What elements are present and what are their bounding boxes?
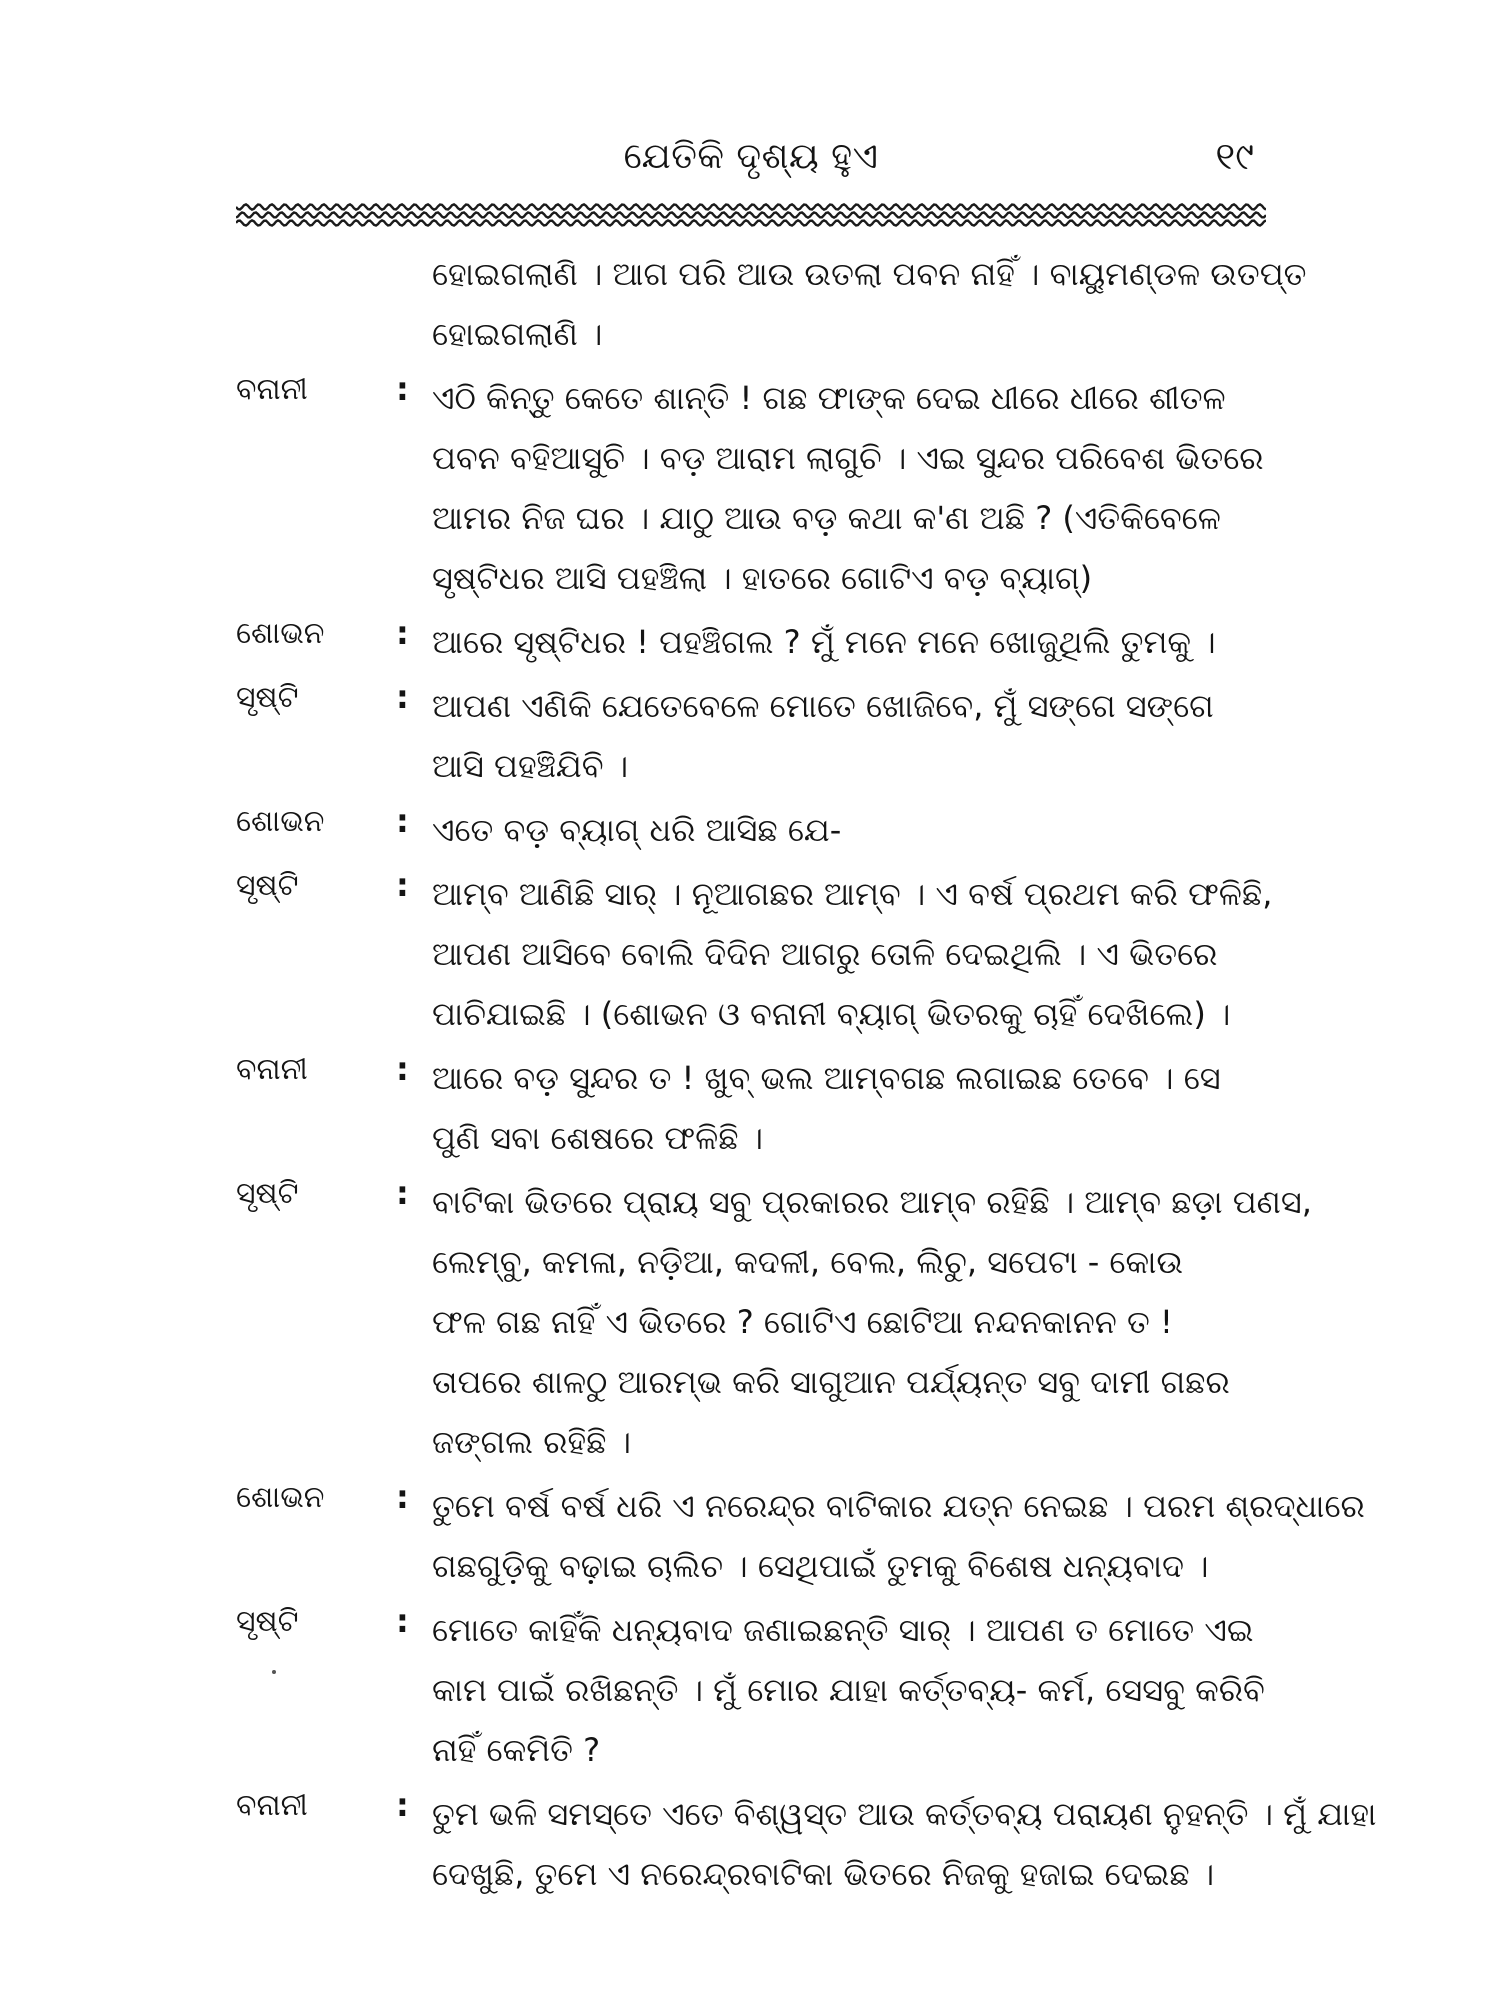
page-number: ୧୯ [1215, 134, 1254, 178]
dialogue-line: ଆରେ ସୃଷ୍ଟିଧର ! ପହଞ୍ଚିଗଲ ? ମୁଁ ମନେ ମନେ ଖୋଜୁଥିଲି ତୁମକୁ । [432, 623, 1216, 661]
speaker-colon: : [396, 1174, 409, 1212]
dialogue-paragraph [236, 864, 1286, 1048]
speaker-colon: : [396, 678, 409, 716]
dialogue-paragraph [236, 1476, 1365, 1600]
dialogue-line: ବାଟିକା ଭିତରେ ପ୍ରାୟ ସବୁ ପ୍ରକାରର ଆମ୍ବ ରହିଛି । ଆମ୍ବ ଛଡ଼ା ପଣସ, [432, 1183, 1312, 1221]
dialogue-line: ନାହିଁ କେମିତି ? [432, 1731, 601, 1769]
speaker-colon: : [396, 1602, 409, 1640]
dialogue-line: ତୁମେ ବର୍ଷ ବର୍ଷ ଧରି ଏ ନରେନ୍ଦ୍ର ବାଟିକାର ଯତ୍ନ ନେଇଛ । ପରମ ଶ୍ରଦ୍ଧାରେ [432, 1487, 1365, 1525]
dialogue-paragraph [236, 1600, 1286, 1784]
speaker-name: ସୃଷ୍ଟି [236, 1176, 299, 1211]
speaker-colon: : [396, 614, 409, 652]
dialogue-line: ଆପଣ ଏଣିକି ଯେତେବେଳେ ମୋତେ ଖୋଜିବେ, ମୁଁ ସଙ୍ଗେ ସଙ୍ଗେ [432, 687, 1214, 725]
dialogue-body [236, 244, 1377, 1908]
speaker-name: ସୃଷ୍ଟି [236, 680, 299, 715]
dialogue-line: ଦେଖୁଛି, ତୁମେ ଏ ନରେନ୍ଦ୍ରବାଟିକା ଭିତରେ ନିଜକୁ ହଜାଇ ଦେଇଛ । [432, 1855, 1215, 1893]
speaker-colon: : [396, 1478, 409, 1516]
dialogue-paragraph [236, 1048, 1286, 1172]
speaker-colon: : [396, 1050, 409, 1088]
dialogue-line: ଆପଣ ଆସିବେ ବୋଲି ଦିଦିନ ଆଗରୁ ତୋଳି ଦେଇଥିଲି । ଏ ଭିତରେ [432, 935, 1218, 973]
dialogue-line: ଆସି ପହଞ୍ଚିଯିବି । [432, 747, 629, 785]
speaker-name: ଶୋଭନ [236, 1480, 325, 1515]
dialogue-line: କାମ ପାଇଁ ରଖିଛନ୍ତି । ମୁଁ ମୋର ଯାହା କର୍ତ୍ତବ୍ୟ- କର୍ମ, ସେସବୁ କରିବି [432, 1671, 1265, 1709]
speaker-name: ସୃଷ୍ଟି [236, 868, 299, 903]
dialogue-paragraph [236, 244, 1307, 368]
dialogue-paragraph [236, 1172, 1312, 1476]
speaker-name: ବନାନୀ [236, 1052, 308, 1087]
running-header [236, 130, 1266, 190]
dialogue-paragraph [236, 368, 1286, 612]
dialogue-paragraph [236, 612, 1286, 676]
speaker-colon: : [396, 802, 409, 840]
dialogue-line: ପବନ ବହିଆସୁଚି । ବଡ଼ ଆରାମ ଲାଗୁଚି । ଏଇ ସୁନ୍ଦର ପରିବେଶ ଭିତରେ [432, 439, 1264, 477]
ink-speck [272, 1670, 276, 1674]
dialogue-line: ତୁମ ଭଳି ସମସ୍ତେ ଏତେ ବିଶ୍ୱସ୍ତ ଆଉ କର୍ତ୍ତବ୍ୟ ପରାୟଣ ନୁହନ୍ତି । ମୁଁ ଯାହା [432, 1795, 1377, 1833]
dialogue-line: ଜଙ୍ଗଲ ରହିଛି । [432, 1423, 631, 1461]
speaker-name: ସୃଷ୍ଟି [236, 1604, 299, 1639]
speaker-name: ବନାନୀ [236, 372, 308, 407]
running-title: ଯେତିକି ଦୃଶ୍ୟ ହୁଏ [623, 136, 879, 177]
dialogue-paragraph [236, 1784, 1377, 1908]
dialogue-line: ପାଚିଯାଇଛି । (ଶୋଭନ ଓ ବନାନୀ ବ୍ୟାଗ୍ ଭିତରକୁ ଚାହିଁ ଦେଖିଲେ) । [432, 995, 1231, 1033]
speaker-colon: : [396, 1786, 409, 1824]
dialogue-line: ଆରେ ବଡ଼ ସୁନ୍ଦର ତ ! ଖୁବ୍ ଭଲ ଆମ୍ବଗଛ ଲଗାଇଛ ତେବେ । ସେ [432, 1059, 1221, 1097]
speaker-name: ଶୋଭନ [236, 804, 325, 839]
speaker-name: ଶୋଭନ [236, 616, 325, 651]
dialogue-line: ମୋତେ କାହିଁକି ଧନ୍ୟବାଦ ଜଣାଇଛନ୍ତି ସାର୍ । ଆପଣ ତ ମୋତେ ଏଇ [432, 1611, 1254, 1649]
wavy-rule-divider [236, 196, 1266, 236]
dialogue-line: ଗଛଗୁଡ଼ିକୁ ବଢ଼ାଇ ଚାଲିଚ । ସେଥିପାଇଁ ତୁମକୁ ବିଶେଷ ଧନ୍ୟବାଦ । [432, 1547, 1209, 1585]
speaker-colon: : [396, 370, 409, 408]
dialogue-paragraph [236, 676, 1286, 800]
dialogue-line: ହୋଇଗଲାଣି । ଆଗ ପରି ଆଉ ଉତଲା ପବନ ନାହିଁ । ବାୟୁମଣ୍ଡଳ ଉତପ୍ତ [432, 255, 1307, 293]
dialogue-line: ଆମର ନିଜ ଘର । ଯାଠୁ ଆଉ ବଡ଼ କଥା କ'ଣ ଅଛି ? (ଏତିକିବେଳେ [432, 499, 1221, 537]
dialogue-line: ଆମ୍ବ ଆଣିଛି ସାର୍ । ନୂଆଗଛର ଆମ୍ବ । ଏ ବର୍ଷ ପ୍ରଥମ କରି ଫଳିଛି, [432, 875, 1273, 913]
speaker-colon: : [396, 866, 409, 904]
speaker-name: ବନାନୀ [236, 1788, 308, 1823]
dialogue-line: ଫଳ ଗଛ ନାହିଁ ଏ ଭିତରେ ? ଗୋଟିଏ ଛୋଟିଆ ନନ୍ଦନକାନନ ତ ! [432, 1303, 1173, 1341]
dialogue-line: ପୁଣି ସବା ଶେଷରେ ଫଳିଛି । [432, 1119, 764, 1157]
dialogue-paragraph [236, 800, 1286, 864]
dialogue-line: ଏତେ ବଡ଼ ବ୍ୟାଗ୍ ଧରି ଆସିଛ ଯେ- [432, 811, 842, 849]
dialogue-line: ଏଠି କିନ୍ତୁ କେତେ ଶାନ୍ତି ! ଗଛ ଫାଙ୍କ ଦେଇ ଧୀରେ ଧୀରେ ଶୀତଳ [432, 379, 1226, 417]
dialogue-line: ଲେମ୍ବୁ, କମଳା, ନଡ଼ିଆ, କଦଳୀ, ବେଲ, ଲିଚୁ, ସପେଟା - କୋଉ [432, 1243, 1184, 1281]
dialogue-line: ହୋଇଗଲାଣି । [432, 315, 603, 353]
dialogue-line: ତାପରେ ଶାଳଠୁ ଆରମ୍ଭ କରି ସାଗୁଆନ ପର୍ଯ୍ୟନ୍ତ ସବୁ ଦାମୀ ଗଛର [432, 1363, 1230, 1401]
dialogue-line: ସୃଷ୍ଟିଧର ଆସି ପହଞ୍ଚିଲା । ହାତରେ ଗୋଟିଏ ବଡ଼ ବ୍ୟାଗ୍) [432, 559, 1093, 597]
